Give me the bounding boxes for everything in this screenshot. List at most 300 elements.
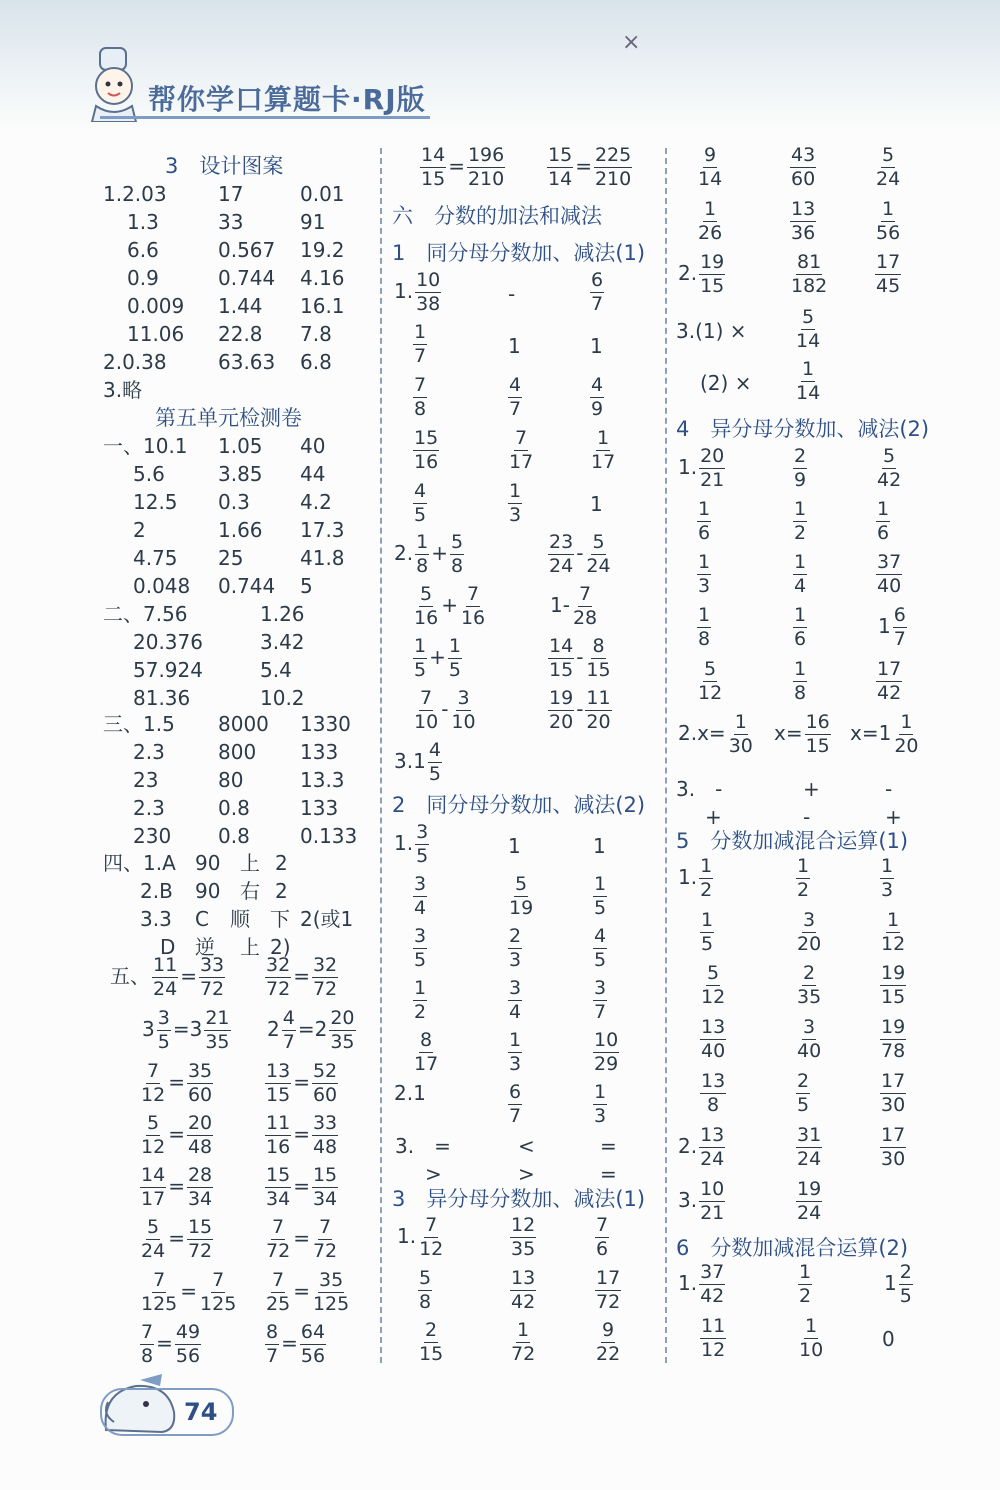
- numerator: 17: [596, 1267, 621, 1289]
- answer-expression: [508, 481, 522, 526]
- numerator: 8: [592, 635, 605, 657]
- answer-expression: [796, 1017, 822, 1062]
- fraction: [508, 428, 534, 473]
- answer-expression: [593, 978, 607, 1023]
- answer-item: 0.567: [218, 238, 276, 262]
- fraction: [187, 1061, 213, 1106]
- fraction: [798, 1316, 824, 1361]
- answer-expression: [796, 910, 822, 955]
- fraction: [175, 1322, 201, 1367]
- denominator: 72: [187, 1240, 213, 1262]
- denominator: 7: [594, 1001, 607, 1023]
- answer-expression: [418, 1268, 432, 1313]
- answer-expression: [876, 552, 902, 597]
- answer-text: 3.: [678, 1188, 698, 1212]
- denominator: 40: [877, 575, 902, 597]
- numerator: 196: [467, 144, 505, 166]
- numerator: 4: [428, 739, 441, 761]
- denominator: 72: [596, 1291, 621, 1313]
- fraction: [593, 1082, 607, 1127]
- fraction: [548, 688, 574, 733]
- numerator: 1: [594, 873, 607, 895]
- fraction: [700, 963, 726, 1008]
- denominator: 56: [876, 222, 901, 244]
- denominator: 34: [266, 1188, 291, 1210]
- answer-item: 2.3: [133, 740, 165, 764]
- denominator: 8: [419, 1291, 432, 1313]
- denominator: 78: [881, 1040, 906, 1062]
- numerator: 43: [791, 144, 816, 166]
- fraction: [795, 307, 821, 352]
- denominator: 5: [416, 845, 429, 867]
- numerator: 12: [511, 1214, 536, 1236]
- denominator: 5: [594, 949, 607, 971]
- answer-expression: [676, 252, 725, 297]
- answer-expression: [793, 499, 807, 544]
- answer-text: =: [293, 1122, 310, 1146]
- numerator: 1: [416, 531, 429, 553]
- fraction: [282, 1008, 296, 1053]
- answer-expression: [796, 1125, 822, 1170]
- answer-item: 0.009: [127, 294, 185, 318]
- numerator: 32: [266, 954, 291, 976]
- answer-item: 0.133: [300, 824, 358, 848]
- numerator: 1: [887, 909, 900, 931]
- denominator: 6: [794, 628, 807, 650]
- answer-expression: [265, 1270, 350, 1315]
- denominator: 10: [799, 1339, 824, 1361]
- denominator: 24: [586, 555, 611, 577]
- fraction: [700, 1071, 726, 1116]
- answer-text: 1: [884, 1271, 897, 1295]
- denominator: 12: [141, 1136, 166, 1158]
- answer-item: 右: [240, 879, 260, 903]
- denominator: 60: [791, 168, 816, 190]
- fraction: [329, 1008, 355, 1053]
- denominator: 182: [791, 275, 828, 297]
- answer-item: 1.2.03: [103, 182, 167, 206]
- denominator: 5: [594, 897, 607, 919]
- fraction: [508, 978, 522, 1023]
- numerator: 15: [187, 1216, 213, 1238]
- numerator: 17: [881, 1124, 906, 1146]
- answer-item: 7.8: [300, 322, 332, 346]
- answer-expression: [700, 963, 726, 1008]
- numerator: 13: [700, 1124, 725, 1146]
- fraction: [413, 926, 427, 971]
- denominator: 2: [794, 522, 807, 544]
- answer-expression: [413, 1030, 439, 1075]
- answer-text: -: [441, 697, 449, 721]
- denominator: 20: [586, 711, 611, 733]
- denominator: 14: [698, 168, 723, 190]
- fraction: [790, 252, 828, 297]
- answer-item: 0.744: [218, 266, 276, 290]
- fraction: [467, 145, 505, 190]
- fraction: [876, 499, 890, 544]
- fraction: [265, 1270, 291, 1315]
- numerator: 64: [300, 1321, 326, 1343]
- answer-expression: [413, 375, 427, 420]
- fraction: [140, 1322, 154, 1367]
- fraction: [697, 499, 711, 544]
- denominator: 5: [701, 933, 714, 955]
- answer-text: 1.: [678, 455, 698, 479]
- fraction: [699, 1125, 725, 1170]
- denominator: 3: [594, 1105, 607, 1127]
- fraction: [880, 1125, 906, 1170]
- fraction: [508, 874, 534, 919]
- fraction: [152, 955, 178, 1000]
- numerator: 10: [594, 1029, 619, 1051]
- answer-item: 2: [275, 851, 288, 875]
- denominator: 20: [797, 933, 822, 955]
- answer-expression: [772, 712, 831, 757]
- answer-item: C: [195, 907, 209, 931]
- answer-item: 3.(1) ×: [676, 319, 747, 343]
- fraction: [140, 1113, 166, 1158]
- numerator: 7: [212, 1269, 225, 1291]
- numerator: 8: [420, 1029, 433, 1051]
- denominator: 4: [509, 1001, 522, 1023]
- answer-item: 133: [300, 740, 339, 764]
- answer-item: 40: [300, 434, 326, 458]
- answer-expression: [140, 1217, 213, 1262]
- denominator: 72: [199, 978, 225, 1000]
- fraction: [265, 1165, 291, 1210]
- answer-item: =: [600, 1162, 617, 1186]
- denominator: 15: [549, 659, 574, 681]
- answer-text: 3: [142, 1017, 155, 1041]
- numerator: 1: [701, 909, 714, 931]
- fraction: [265, 1061, 291, 1106]
- answer-item: 上: [240, 935, 260, 959]
- denominator: 7: [893, 628, 906, 650]
- denominator: 15: [421, 168, 446, 190]
- fraction: [700, 910, 714, 955]
- fraction: [413, 428, 439, 473]
- fraction: [460, 584, 486, 629]
- numerator: 11: [586, 687, 611, 709]
- answer-item: 2.0.38: [103, 350, 167, 374]
- numerator: 11: [153, 954, 178, 976]
- numerator: 3: [414, 873, 427, 895]
- numerator: 1: [517, 1319, 530, 1341]
- column-divider-2: [665, 148, 667, 1363]
- numerator: 1: [704, 198, 717, 220]
- numerator: 1: [794, 498, 807, 520]
- denominator: 26: [698, 222, 723, 244]
- answer-text: =2: [297, 1017, 328, 1041]
- numerator: 4: [282, 1007, 295, 1029]
- answer-expression: [876, 659, 902, 704]
- fraction: [548, 532, 574, 577]
- denominator: 35: [511, 1238, 536, 1260]
- numerator: 3: [509, 977, 522, 999]
- answer-expression: [880, 1125, 906, 1170]
- answer-item: +: [705, 805, 722, 829]
- numerator: 1: [597, 427, 610, 449]
- answer-expression: [882, 1262, 913, 1307]
- answer-item: 四、1.A: [103, 851, 176, 875]
- numerator: 3: [803, 1016, 816, 1038]
- answer-expression: [595, 1320, 621, 1365]
- section-heading: 1 同分母分数加、减法(1): [392, 241, 646, 265]
- answer-expression: [880, 1017, 906, 1062]
- fraction: [312, 1270, 350, 1315]
- numerator: 7: [272, 1269, 285, 1291]
- numerator: 7: [319, 1216, 332, 1238]
- denominator: 125: [200, 1293, 237, 1315]
- numerator: 7: [147, 1060, 160, 1082]
- numerator: 17: [876, 251, 901, 273]
- denominator: 4: [794, 575, 807, 597]
- fraction: [413, 688, 439, 733]
- answer-expression: [413, 636, 462, 681]
- answer-text: 3.1: [394, 749, 426, 773]
- answer-item: 80: [218, 768, 244, 792]
- fraction: [793, 552, 807, 597]
- answer-item: 91: [300, 210, 326, 234]
- denominator: 19: [509, 897, 534, 919]
- numerator: 10: [700, 1178, 725, 1200]
- fraction: [795, 359, 821, 404]
- numerator: 1: [794, 658, 807, 680]
- answer-expression: [413, 688, 477, 733]
- fraction: [899, 1262, 913, 1307]
- numerator: 7: [596, 1214, 609, 1236]
- answer-item: 3.85: [218, 462, 263, 486]
- fraction: [265, 1217, 291, 1262]
- numerator: 5: [419, 1267, 432, 1289]
- answer-item: 81.36: [133, 686, 191, 710]
- answer-item: 0: [882, 1327, 895, 1351]
- answer-item: 57.924: [133, 658, 203, 682]
- answer-item: 0.8: [218, 796, 250, 820]
- answer-text: 2.x=: [678, 721, 726, 745]
- fraction: [880, 910, 906, 955]
- answer-item: 2: [133, 518, 146, 542]
- fraction: [428, 740, 442, 785]
- answer-expression: [793, 446, 807, 491]
- answer-text: 2.: [394, 541, 414, 565]
- fraction: [585, 636, 611, 681]
- denominator: 34: [312, 1188, 338, 1210]
- denominator: 6: [596, 1238, 609, 1260]
- mascot-icon: [86, 46, 144, 122]
- denominator: 24: [700, 1148, 725, 1170]
- denominator: 60: [187, 1084, 213, 1106]
- numerator: 11: [266, 1112, 291, 1134]
- denominator: 30: [728, 735, 753, 757]
- denominator: 56: [300, 1345, 326, 1367]
- numerator: 2: [899, 1261, 912, 1283]
- denominator: 16: [414, 607, 439, 629]
- denominator: 4: [414, 897, 427, 919]
- numerator: 1: [509, 480, 522, 502]
- answer-expression: [880, 856, 894, 901]
- answer-item: 23: [133, 768, 159, 792]
- numerator: 7: [141, 1321, 154, 1343]
- denominator: 15: [700, 275, 725, 297]
- denominator: 24: [797, 1202, 822, 1224]
- answer-text: 1.: [678, 865, 698, 889]
- answer-expression: [265, 955, 338, 1000]
- fraction: [265, 955, 291, 1000]
- numerator: 2: [797, 1070, 810, 1092]
- answer-expression: [140, 1061, 213, 1106]
- denominator: 72: [312, 1240, 338, 1262]
- answer-item: 0.01: [300, 182, 345, 206]
- answer-expression: [697, 552, 711, 597]
- answer-expression: [265, 1061, 338, 1106]
- answer-expression: [140, 1322, 201, 1367]
- fraction: [876, 446, 902, 491]
- numerator: 2: [425, 1319, 438, 1341]
- denominator: 20: [894, 735, 919, 757]
- fraction: [413, 322, 427, 367]
- numerator: 1: [734, 711, 747, 733]
- answer-expression: [508, 428, 534, 473]
- answer-item: 2: [275, 879, 288, 903]
- answer-item: 1: [590, 334, 603, 358]
- denominator: 2: [797, 879, 810, 901]
- answer-expression: [676, 856, 713, 901]
- fraction: [876, 659, 902, 704]
- answer-expression: [547, 145, 632, 190]
- answer-text: 1.: [397, 1224, 417, 1248]
- denominator: 125: [141, 1293, 178, 1315]
- answer-expression: [508, 978, 522, 1023]
- fraction: [204, 1008, 230, 1053]
- answer-text: =: [180, 1279, 198, 1303]
- answer-expression: [880, 963, 906, 1008]
- answer-item: 1.44: [218, 294, 263, 318]
- numerator: 9: [602, 1319, 615, 1341]
- answer-text: +: [431, 541, 448, 565]
- answer-text: 1: [878, 614, 891, 638]
- denominator: 72: [266, 978, 291, 1000]
- answer-expression: [548, 532, 612, 577]
- fraction: [790, 145, 816, 190]
- answer-item: 0.048: [133, 574, 191, 598]
- answer-expression: [510, 1268, 536, 1313]
- denominator: 7: [509, 398, 522, 420]
- numerator: 2: [509, 925, 522, 947]
- fraction: [697, 605, 711, 650]
- answer-expression: [510, 1215, 536, 1260]
- answer-expression: [700, 1017, 726, 1062]
- numerator: 11: [701, 1315, 726, 1337]
- denominator: 72: [312, 978, 338, 1000]
- fraction: [413, 874, 427, 919]
- denominator: 35: [797, 986, 822, 1008]
- denominator: 24: [797, 1148, 822, 1170]
- answer-expression: [697, 605, 711, 650]
- numerator: 33: [312, 1112, 338, 1134]
- fraction: [594, 145, 632, 190]
- section-heading: 6 分数加减混合运算(2): [676, 1236, 909, 1260]
- answer-item: 1: [508, 334, 521, 358]
- answer-item: -: [508, 282, 516, 306]
- numerator: 1: [700, 855, 713, 877]
- denominator: 16: [414, 451, 439, 473]
- answer-expression: [796, 963, 822, 1008]
- numerator: 20: [700, 445, 725, 467]
- numerator: 19: [700, 251, 725, 273]
- numerator: 6: [893, 604, 906, 626]
- fraction: [508, 1030, 522, 1075]
- denominator: 20: [549, 711, 574, 733]
- numerator: 17: [877, 658, 902, 680]
- answer-expression: [548, 636, 612, 681]
- answer-item: 22.8: [218, 322, 263, 346]
- answer-item: 3. -: [676, 777, 723, 801]
- denominator: 7: [266, 1345, 279, 1367]
- close-mark: ×: [622, 30, 641, 55]
- fraction: [508, 1082, 522, 1127]
- answer-item: 800: [218, 740, 257, 764]
- answer-expression: [880, 910, 906, 955]
- fraction: [418, 1320, 444, 1365]
- numerator: 14: [549, 635, 574, 657]
- numerator: 1: [509, 1029, 522, 1051]
- numerator: 1: [698, 551, 711, 573]
- answer-text: 1.: [394, 279, 414, 303]
- answer-item: 1.05: [218, 434, 263, 458]
- answer-expression: [265, 1322, 326, 1367]
- answer-expression: [508, 1082, 522, 1127]
- denominator: 8: [707, 1094, 720, 1116]
- answer-text: =: [168, 1122, 185, 1146]
- fraction: [413, 636, 427, 681]
- answer-expression: [676, 446, 725, 491]
- fraction: [728, 712, 754, 757]
- denominator: 3: [881, 879, 894, 901]
- answer-expression: [265, 1113, 338, 1158]
- denominator: 34: [187, 1188, 213, 1210]
- fraction: [448, 636, 462, 681]
- denominator: 12: [881, 933, 906, 955]
- fraction: [590, 375, 604, 420]
- answer-item: 5: [300, 574, 313, 598]
- answer-expression: [140, 1008, 231, 1053]
- fraction: [418, 1268, 432, 1313]
- denominator: 5: [157, 1031, 170, 1053]
- answer-text: =: [293, 1279, 310, 1303]
- fraction: [508, 481, 522, 526]
- answer-item: +: [885, 805, 902, 829]
- numerator: 4: [509, 374, 522, 396]
- answer-expression: [392, 532, 464, 577]
- denominator: 15: [586, 659, 611, 681]
- answer-item: 1: [508, 834, 521, 858]
- numerator: 13: [511, 1267, 536, 1289]
- answer-expression: [848, 712, 920, 757]
- numerator: 33: [199, 954, 225, 976]
- numerator: 1: [414, 635, 427, 657]
- section-heading: 3 异分母分数加、减法(1): [392, 1187, 646, 1211]
- answer-text: 2.1: [394, 1081, 426, 1105]
- numerator: 5: [420, 583, 433, 605]
- answer-expression: [590, 270, 604, 315]
- numerator: 7: [579, 583, 592, 605]
- fraction: [880, 856, 894, 901]
- denominator: 60: [312, 1084, 338, 1106]
- numerator: 3: [803, 909, 816, 931]
- answer-expression: [413, 322, 427, 367]
- fraction: [796, 910, 822, 955]
